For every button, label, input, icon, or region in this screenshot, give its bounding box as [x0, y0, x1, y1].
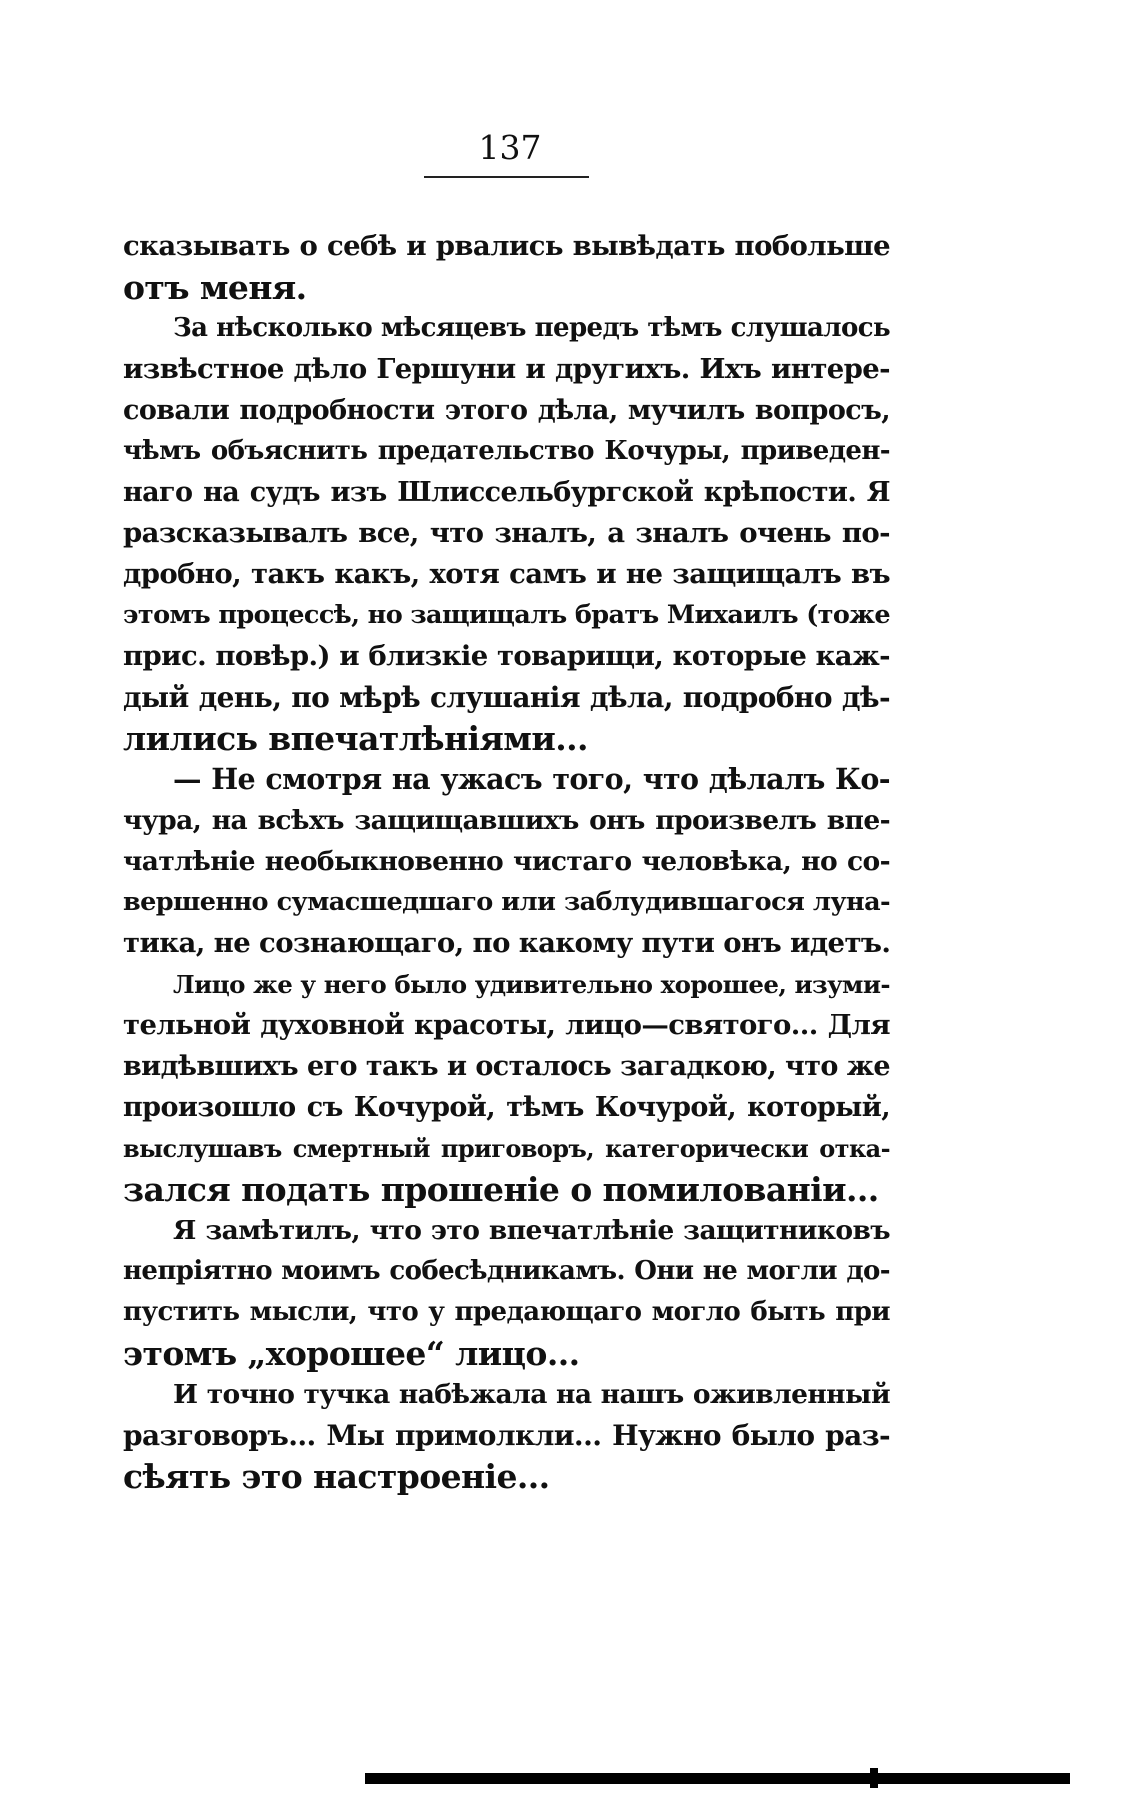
text-line: пустить мысли, что у предающаго могло быть при	[123, 1297, 890, 1327]
text-line: разсказывалъ все, что зналъ, а зналъ очень по-	[123, 517, 890, 549]
text-line: произошло съ Кочурой, тѣмъ Кочурой, который,	[123, 1092, 890, 1123]
text-line: За нѣсколько мѣсяцевъ передъ тѣмъ слушалось	[173, 313, 890, 343]
text-line: — Не смотря на ужасъ того, что дѣлалъ Ко-	[173, 762, 890, 796]
text-line: вершенно сумасшедшаго или заблудившагося луна-	[123, 887, 890, 917]
text-line: Лицо же у него было удивительно хорошее, изуми-	[173, 970, 890, 999]
text-line: отъ меня.	[123, 268, 307, 307]
text-line: чатлѣніе необыкновенно чистаго человѣка, но со-	[123, 846, 890, 877]
text-line: зался подать прошеніе о помилованіи...	[123, 1170, 879, 1209]
text-line: этомъ процессѣ, но защищалъ братъ Михаилъ (тоже	[123, 600, 891, 630]
text-line: И точно тучка набѣжала на нашъ оживленный	[173, 1379, 890, 1410]
text-line: разговоръ... Мы примолкли... Нужно было раз-	[123, 1419, 890, 1452]
text-line: сѣять это настроеніе...	[123, 1457, 550, 1496]
text-line: сказывать о себѣ и рвались вывѣдать побольше	[123, 230, 890, 262]
text-line: этомъ „хорошее“ лицо...	[123, 1334, 580, 1373]
header-rule	[424, 176, 589, 178]
text-line: Я замѣтилъ, что это впечатлѣніе защитниковъ	[173, 1215, 890, 1246]
text-line: дробно, такъ какъ, хотя самъ и не защищалъ въ	[123, 558, 890, 590]
text-line: непріятно моимъ собесѣдникамъ. Они не могли до-	[123, 1256, 890, 1286]
text-line: видѣвшихъ его такъ и осталось загадкою, что же	[123, 1051, 890, 1082]
page-number: 137	[478, 128, 542, 167]
text-line: чѣмъ объяснить предательство Кочуры, приведен-	[123, 436, 890, 466]
text-line: чура, на всѣхъ защищавшихъ онъ произвелъ впе-	[123, 805, 890, 836]
text-line: прис. повѣр.) и близкіе товарищи, которые каж-	[123, 640, 890, 672]
text-line: наго на судъ изъ Шлиссельбургской крѣпости. Я	[123, 477, 890, 508]
bottom-scan-bar	[365, 1773, 1070, 1784]
bottom-scan-bar-notch	[870, 1768, 878, 1788]
text-line: тика, не сознающаго, по какому пути онъ идетъ.	[123, 927, 891, 959]
text-line: совали подробности этого дѣла, мучилъ вопросъ,	[123, 395, 890, 426]
text-line: извѣстное дѣло Гершуни и другихъ. Ихъ интере-	[123, 353, 890, 385]
text-line: выслушавъ смертный приговоръ, категорически отка-	[123, 1134, 890, 1163]
text-line: тельной духовной красоты, лицо—святого... Для	[123, 1009, 890, 1041]
text-line: дый день, по мѣрѣ слушанія дѣла, подробно дѣ-	[123, 681, 890, 714]
body-text	[123, 226, 890, 1497]
text-line: лились впечатлѣніями...	[123, 719, 588, 758]
